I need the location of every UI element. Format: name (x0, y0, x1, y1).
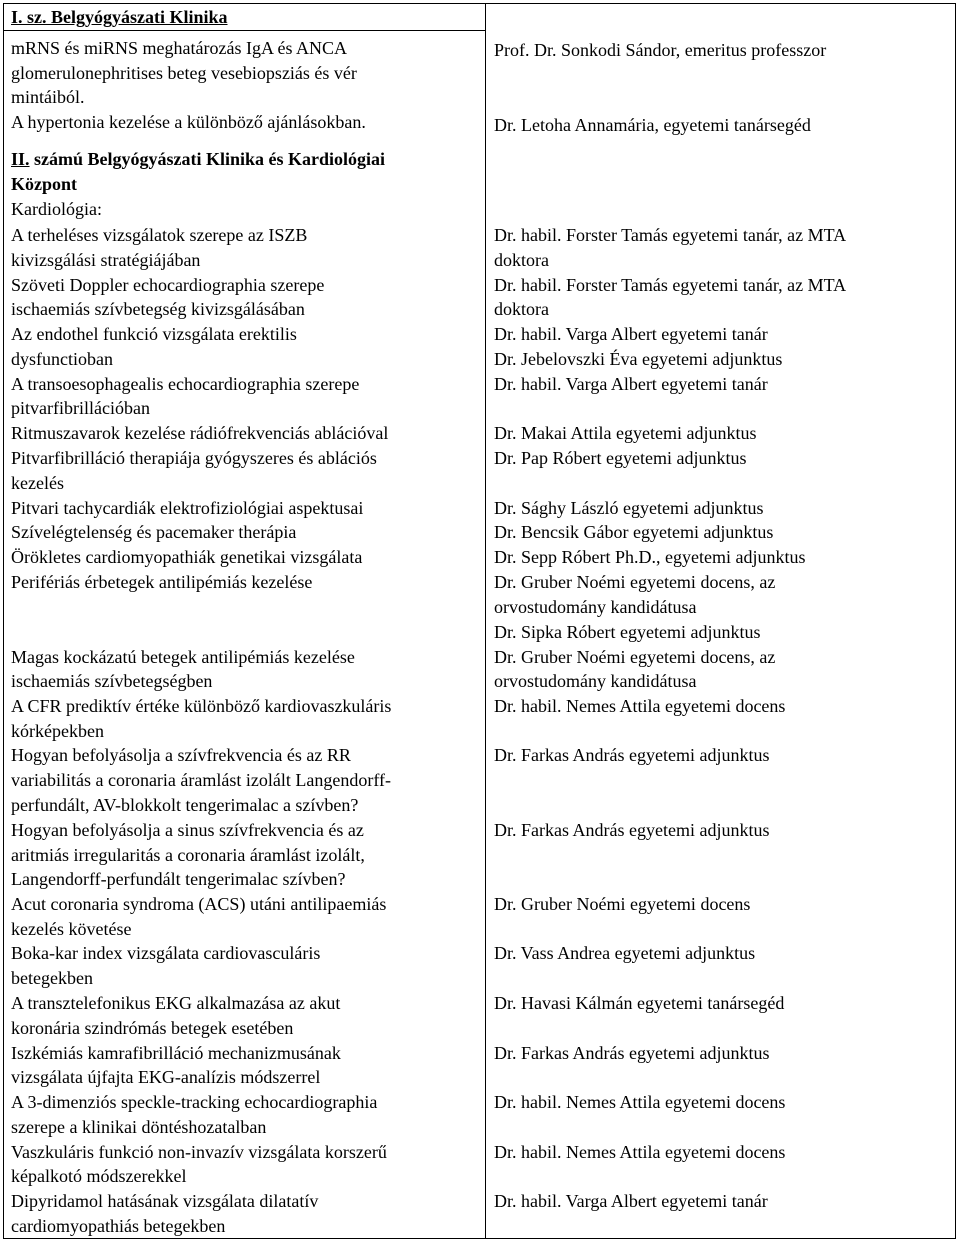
s1-supervisor-line: Prof. Dr. Sonkodi Sándor, emeritus professzor (494, 40, 827, 60)
section-2-title-line2: Központ (11, 174, 78, 194)
s2-topic-line: Ritmuszavarok kezelése rádiófrekvenciás ablációval (11, 423, 389, 443)
s2-supervisor-line: Dr. habil. Varga Albert egyetemi tanár (494, 374, 768, 394)
header-row-divider (3, 30, 486, 31)
s2-topic-line: perfundált, AV-blokkolt tengerimalac a szívben? (11, 795, 359, 815)
s2-topic-line: Magas kockázatú betegek antilipémiás kezelése (11, 647, 355, 667)
s2-topic-line: A transztelefonikus EKG alkalmazása az akut (11, 993, 341, 1013)
s2-topic-line: kezelés (11, 473, 64, 493)
s2-topic-line: kórképekben (11, 721, 104, 741)
s2-topic-line: betegekben (11, 968, 93, 988)
s2-supervisor-line: Dr. Gruber Noémi egyetemi docens (494, 894, 751, 914)
s2-topic-line: Szöveti Doppler echocardiographia szerepe (11, 275, 325, 295)
s2-supervisor-line: Dr. Farkas András egyetemi adjunktus (494, 820, 770, 840)
s2-supervisor-line: doktora (494, 250, 549, 270)
s2-supervisor-line: Dr. Makai Attila egyetemi adjunktus (494, 423, 757, 443)
s2-supervisor-line: Dr. Jebelovszki Éva egyetemi adjunktus (494, 349, 783, 369)
s2-supervisor-line: Dr. habil. Nemes Attila egyetemi docens (494, 696, 786, 716)
s2-topic-line: vizsgálata újfajta EKG-analízis módszerrel (11, 1067, 321, 1087)
s2-topic-line: képalkotó módszerekkel (11, 1166, 187, 1186)
s1-topic-line: mRNS és miRNS meghatározás IgA és ANCA (11, 38, 347, 58)
s1-topic-line: A hypertonia kezelése a különböző ajánlásokban. (11, 112, 366, 132)
s2-supervisor-line: Dr. Gruber Noémi egyetemi docens, az (494, 572, 776, 592)
s2-topic-line: cardiomyopathiás betegekben (11, 1216, 226, 1236)
section-2-subtitle: Kardiológia: (11, 199, 102, 219)
s2-topic-line: Iszkémiás kamrafibrilláció mechanizmusának (11, 1043, 341, 1063)
s2-supervisor-line: Dr. Bencsik Gábor egyetemi adjunktus (494, 522, 774, 542)
s2-supervisor-line: Dr. habil. Forster Tamás egyetemi tanár, az MTA (494, 225, 847, 245)
s2-topic-line: variabilitás a coronaria áramlást izolált Langendorff- (11, 770, 391, 790)
s2-topic-line: koronária szindrómás betegek esetében (11, 1018, 294, 1038)
s2-topic-line: Vaszkuláris funkció non-invazív vizsgálata korszerű (11, 1142, 387, 1162)
s2-topic-line: Hogyan befolyásolja a sinus szívfrekvencia és az (11, 820, 364, 840)
s2-topic-line: ischaemiás szívbetegségben (11, 671, 213, 691)
s2-supervisor-line: doktora (494, 299, 549, 319)
s2-topic-line: ischaemiás szívbetegség kivizsgálásában (11, 299, 305, 319)
s2-topic-line: A terheléses vizsgálatok szerepe az ISZB (11, 225, 308, 245)
s2-topic-line: Boka-kar index vizsgálata cardiovasculáris (11, 943, 321, 963)
section-2-title-text: számú Belgyógyászati Klinika és Kardiológiai (29, 149, 386, 169)
s1-topic-line: glomerulonephritises beteg vesebiopsziás és vér (11, 63, 357, 83)
s2-topic-line: Pitvarfibrilláció therapiája gyógyszeres és ablációs (11, 448, 377, 468)
s2-topic-line: A 3-dimenziós speckle-tracking echocardiographia (11, 1092, 378, 1112)
s2-supervisor-line: Dr. Sághy László egyetemi adjunktus (494, 498, 764, 518)
s2-supervisor-line: Dr. habil. Varga Albert egyetemi tanár (494, 1191, 768, 1211)
s2-topic-line: Az endothel funkció vizsgálata erektilis (11, 324, 297, 344)
s2-topic-line: A CFR prediktív értéke különböző kardiovaszkuláris (11, 696, 392, 716)
s2-topic-line: dysfunctioban (11, 349, 113, 369)
section-2-title (11, 147, 385, 171)
s2-topic-line: Dipyridamol hatásának vizsgálata dilatatív (11, 1191, 319, 1211)
s2-supervisor-line: Dr. Farkas András egyetemi adjunktus (494, 745, 770, 765)
s2-topic-line: Acut coronaria syndroma (ACS) utáni antilipaemiás (11, 894, 387, 914)
s2-topic-line: Örökletes cardiomyopathiák genetikai vizsgálata (11, 547, 363, 567)
s2-supervisor-line: Dr. Pap Róbert egyetemi adjunktus (494, 448, 747, 468)
s2-supervisor-line: Dr. Sepp Róbert Ph.D., egyetemi adjunktus (494, 547, 806, 567)
column-divider (485, 3, 486, 1239)
s2-supervisor-line: Dr. Sipka Róbert egyetemi adjunktus (494, 622, 761, 642)
s2-topic-line: Langendorff-perfundált tengerimalac szívben? (11, 869, 346, 889)
s2-supervisor-line: Dr. habil. Forster Tamás egyetemi tanár, az MTA (494, 275, 847, 295)
s2-supervisor-line: Dr. habil. Nemes Attila egyetemi docens (494, 1142, 786, 1162)
section-2-title-number: II. (11, 149, 30, 169)
s2-supervisor-line: Dr. Havasi Kálmán egyetemi tanársegéd (494, 993, 785, 1013)
s2-topic-line: szerepe a klinikai döntéshozatalban (11, 1117, 267, 1137)
s2-topic-line: aritmiás irregularitás a coronaria áramlást izolált, (11, 845, 365, 865)
s2-topic-line: kezelés követése (11, 919, 132, 939)
s2-topic-line: Szívelégtelenség és pacemaker therápia (11, 522, 297, 542)
s2-supervisor-line: Dr. Gruber Noémi egyetemi docens, az (494, 647, 776, 667)
s1-topic-line: mintáiból. (11, 87, 85, 107)
section-1-title: I. sz. Belgyógyászati Klinika (11, 7, 228, 27)
s2-topic-line: Hogyan befolyásolja a szívfrekvencia és az RR (11, 745, 351, 765)
s2-supervisor-line: Dr. habil. Nemes Attila egyetemi docens (494, 1092, 786, 1112)
s2-supervisor-line: Dr. Vass Andrea egyetemi adjunktus (494, 943, 756, 963)
s2-supervisor-line: Dr. Farkas András egyetemi adjunktus (494, 1043, 770, 1063)
s2-topic-line: A transoesophagealis echocardiographia szerepe (11, 374, 360, 394)
s2-topic-line: Perifériás érbetegek antilipémiás kezelése (11, 572, 313, 592)
s2-supervisor-line: orvostudomány kandidátusa (494, 671, 697, 691)
s2-supervisor-line: orvostudomány kandidátusa (494, 597, 697, 617)
s2-supervisor-line: Dr. habil. Varga Albert egyetemi tanár (494, 324, 768, 344)
s2-topic-line: Pitvari tachycardiák elektrofiziológiai aspektusai (11, 498, 364, 518)
s2-topic-line: kivizsgálási stratégiájában (11, 250, 201, 270)
s2-topic-line: pitvarfibrillációban (11, 398, 150, 418)
s1-supervisor-line: Dr. Letoha Annamária, egyetemi tanársegéd (494, 115, 811, 135)
